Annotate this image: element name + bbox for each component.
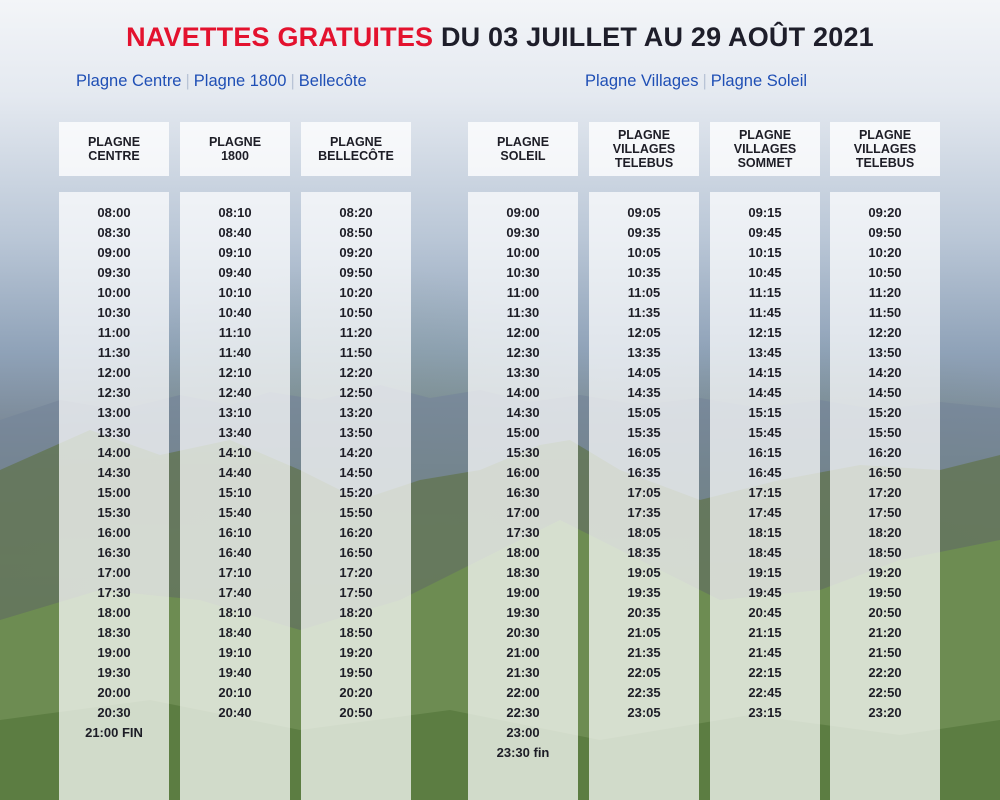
departure-time: 17:40	[218, 585, 252, 600]
departure-time: 11:30	[97, 345, 131, 360]
departure-time: 23:20	[868, 705, 902, 720]
departure-time: 17:45	[748, 505, 782, 520]
zone-label: Plagne 1800	[193, 72, 287, 90]
page-title	[0, 22, 1000, 53]
departure-time: 16:30	[97, 545, 131, 560]
departure-time: 19:20	[339, 645, 373, 660]
departure-time: 11:05	[627, 285, 661, 300]
departure-time: 13:50	[339, 425, 373, 440]
departure-time: 22:50	[868, 685, 902, 700]
departure-time: 16:20	[339, 525, 373, 540]
departure-time: 22:00	[506, 685, 540, 700]
departure-time: 19:30	[506, 605, 540, 620]
departure-time: 13:00	[97, 405, 131, 420]
departure-time: 21:20	[868, 625, 902, 640]
departure-time: 21:00 FIN	[85, 725, 143, 740]
departure-time: 19:10	[218, 645, 252, 660]
column-header	[710, 122, 820, 176]
departure-time: 20:20	[339, 685, 373, 700]
departure-time: 15:10	[218, 485, 252, 500]
departure-times-column	[468, 192, 578, 800]
departure-time: 12:05	[627, 325, 661, 340]
departure-time: 19:00	[506, 585, 540, 600]
departure-time: 17:00	[506, 505, 540, 520]
column-header-line: PLAGNE	[617, 128, 671, 142]
zone-label: Plagne Soleil	[710, 72, 808, 90]
departure-time: 13:35	[627, 345, 661, 360]
departure-time: 21:15	[748, 625, 782, 640]
departure-time: 09:20	[868, 205, 902, 220]
zone-separator: |	[185, 72, 190, 90]
departure-time: 12:20	[339, 365, 373, 380]
departure-time: 20:00	[97, 685, 131, 700]
departure-time: 20:35	[627, 605, 661, 620]
zone-label: Plagne Centre	[76, 72, 182, 90]
departure-time: 15:50	[868, 425, 902, 440]
column-header-line: VILLAGES	[853, 142, 917, 156]
departure-time: 15:20	[339, 485, 373, 500]
departure-time: 20:40	[218, 705, 252, 720]
departure-time: 10:40	[218, 305, 252, 320]
departure-times-column	[59, 192, 169, 800]
column-header-line: CENTRE	[88, 149, 140, 163]
departure-time: 12:10	[218, 365, 252, 380]
departure-time: 19:00	[97, 645, 131, 660]
departure-time: 14:20	[339, 445, 373, 460]
departure-time: 09:50	[339, 265, 373, 280]
departure-time: 22:15	[748, 665, 782, 680]
departure-time: 16:20	[868, 445, 902, 460]
column-header-line: BELLECÔTE	[318, 149, 394, 163]
departure-time: 19:20	[868, 565, 902, 580]
departure-time: 17:20	[868, 485, 902, 500]
column-header	[180, 122, 290, 176]
departure-time: 19:40	[218, 665, 252, 680]
departure-time: 08:10	[218, 205, 252, 220]
departure-time: 20:45	[748, 605, 782, 620]
departure-time: 11:00	[506, 285, 540, 300]
departure-time: 12:00	[506, 325, 540, 340]
departure-time: 14:30	[506, 405, 540, 420]
departure-time: 14:20	[868, 365, 902, 380]
departure-time: 14:35	[627, 385, 661, 400]
departure-time: 10:30	[97, 305, 131, 320]
departure-time: 17:10	[218, 565, 252, 580]
departure-time: 23:15	[748, 705, 782, 720]
column-header-line: PLAGNE	[858, 128, 912, 142]
departure-time: 22:05	[627, 665, 661, 680]
departure-time: 16:45	[748, 465, 782, 480]
departure-time: 08:20	[339, 205, 373, 220]
departure-time: 16:05	[627, 445, 661, 460]
departure-time: 18:15	[748, 525, 782, 540]
departure-time: 19:15	[748, 565, 782, 580]
departure-time: 11:40	[218, 345, 252, 360]
departure-time: 08:00	[97, 205, 131, 220]
departure-time: 14:45	[748, 385, 782, 400]
departure-time: 19:50	[868, 585, 902, 600]
departure-time: 12:15	[748, 325, 782, 340]
departure-time: 22:20	[868, 665, 902, 680]
departure-time: 15:20	[868, 405, 902, 420]
departure-time: 18:10	[218, 605, 252, 620]
departure-time: 19:30	[97, 665, 131, 680]
departure-time: 10:45	[748, 265, 782, 280]
departure-time: 13:30	[97, 425, 131, 440]
departure-time: 18:20	[339, 605, 373, 620]
departure-time: 16:40	[218, 545, 252, 560]
departure-time: 10:30	[506, 265, 540, 280]
departure-time: 14:10	[218, 445, 252, 460]
departure-time: 11:00	[97, 325, 131, 340]
departure-time: 09:20	[339, 245, 373, 260]
departure-time: 15:45	[748, 425, 782, 440]
departure-time: 20:10	[218, 685, 252, 700]
column-header	[59, 122, 169, 176]
departure-time: 15:05	[627, 405, 661, 420]
departure-time: 17:50	[339, 585, 373, 600]
departure-time: 23:30 fin	[496, 745, 550, 760]
departure-time: 16:00	[97, 525, 131, 540]
departure-time: 14:15	[748, 365, 782, 380]
departure-time: 21:50	[868, 645, 902, 660]
departure-time: 16:00	[506, 465, 540, 480]
zone-separator: |	[290, 72, 295, 90]
departure-time: 09:40	[218, 265, 252, 280]
departure-time: 16:50	[868, 465, 902, 480]
departure-time: 16:35	[627, 465, 661, 480]
departure-time: 10:15	[748, 245, 782, 260]
column-header-line: VILLAGES	[612, 142, 676, 156]
departure-time: 13:30	[506, 365, 540, 380]
departure-time: 12:40	[218, 385, 252, 400]
departure-time: 20:30	[506, 625, 540, 640]
zones-left	[76, 72, 367, 91]
departure-time: 15:00	[97, 485, 131, 500]
departure-time: 17:30	[97, 585, 131, 600]
departure-time: 09:05	[627, 205, 661, 220]
departure-time: 09:00	[506, 205, 540, 220]
departure-time: 19:05	[627, 565, 661, 580]
departure-time: 13:20	[339, 405, 373, 420]
departure-times-column	[589, 192, 699, 800]
departure-time: 14:30	[97, 465, 131, 480]
departure-time: 18:50	[868, 545, 902, 560]
departure-time: 22:35	[627, 685, 661, 700]
departure-time: 12:30	[506, 345, 540, 360]
column-header-line: PLAGNE	[496, 135, 550, 149]
departure-time: 12:30	[97, 385, 131, 400]
departure-times-column	[301, 192, 411, 800]
departure-time: 11:35	[627, 305, 661, 320]
departure-time: 11:30	[506, 305, 540, 320]
departure-time: 09:30	[97, 265, 131, 280]
column-header-line: SOLEIL	[500, 149, 546, 163]
departure-time: 13:10	[218, 405, 252, 420]
column-header	[589, 122, 699, 176]
departure-time: 15:50	[339, 505, 373, 520]
departure-time: 12:50	[339, 385, 373, 400]
departure-time: 16:15	[748, 445, 782, 460]
departure-time: 11:50	[868, 305, 902, 320]
departure-time: 10:50	[339, 305, 373, 320]
departure-time: 11:45	[748, 305, 782, 320]
departure-time: 09:35	[627, 225, 661, 240]
departure-time: 12:20	[868, 325, 902, 340]
departure-time: 09:00	[97, 245, 131, 260]
departure-time: 10:00	[506, 245, 540, 260]
departure-time: 10:05	[627, 245, 661, 260]
departure-time: 11:20	[339, 325, 373, 340]
departure-time: 23:05	[627, 705, 661, 720]
departure-time: 15:15	[748, 405, 782, 420]
departure-time: 15:00	[506, 425, 540, 440]
departure-time: 12:00	[97, 365, 131, 380]
departure-time: 10:20	[339, 285, 373, 300]
departure-time: 11:15	[748, 285, 782, 300]
departure-times-column	[830, 192, 940, 800]
departure-time: 20:30	[97, 705, 131, 720]
departure-time: 14:00	[506, 385, 540, 400]
departure-time: 21:00	[506, 645, 540, 660]
departure-time: 17:20	[339, 565, 373, 580]
departure-time: 18:05	[627, 525, 661, 540]
departure-time: 13:50	[868, 345, 902, 360]
departure-time: 21:30	[506, 665, 540, 680]
departure-time: 11:10	[218, 325, 252, 340]
column-header	[468, 122, 578, 176]
departure-time: 20:50	[868, 605, 902, 620]
column-header-line: PLAGNE	[87, 135, 141, 149]
departure-time: 18:30	[97, 625, 131, 640]
departure-time: 14:05	[627, 365, 661, 380]
column-header	[301, 122, 411, 176]
departure-times-column	[710, 192, 820, 800]
departure-time: 16:10	[218, 525, 252, 540]
departure-time: 20:50	[339, 705, 373, 720]
zone-label: Plagne Villages	[585, 72, 699, 90]
departure-time: 22:30	[506, 705, 540, 720]
departure-time: 22:45	[748, 685, 782, 700]
departure-time: 13:45	[748, 345, 782, 360]
departure-time: 14:50	[339, 465, 373, 480]
departure-time: 08:50	[339, 225, 373, 240]
title-dates: DU 03 JUILLET AU 29 AOÛT 2021	[433, 22, 874, 52]
column-header-line: PLAGNE	[329, 135, 383, 149]
departure-times-column	[180, 192, 290, 800]
departure-time: 18:20	[868, 525, 902, 540]
zone-separator: |	[702, 72, 707, 90]
departure-time: 18:50	[339, 625, 373, 640]
departure-time: 08:30	[97, 225, 131, 240]
departure-time: 18:00	[506, 545, 540, 560]
departure-time: 08:40	[218, 225, 252, 240]
departure-time: 14:00	[97, 445, 131, 460]
departure-time: 10:00	[97, 285, 131, 300]
departure-time: 10:10	[218, 285, 252, 300]
departure-time: 11:50	[339, 345, 373, 360]
departure-time: 10:20	[868, 245, 902, 260]
departure-time: 09:10	[218, 245, 252, 260]
departure-time: 15:35	[627, 425, 661, 440]
departure-time: 09:50	[868, 225, 902, 240]
departure-time: 21:45	[748, 645, 782, 660]
departure-time: 09:15	[748, 205, 782, 220]
column-header-line: 1800	[221, 149, 249, 163]
zones-right	[585, 72, 807, 91]
departure-time: 15:30	[506, 445, 540, 460]
column-header-line: TELEBUS	[614, 156, 674, 170]
column-header-line: TELEBUS	[855, 156, 915, 170]
departure-time: 23:00	[506, 725, 540, 740]
departure-time: 18:45	[748, 545, 782, 560]
departure-time: 09:45	[748, 225, 782, 240]
departure-time: 17:15	[748, 485, 782, 500]
departure-time: 16:50	[339, 545, 373, 560]
title-highlight: NAVETTES GRATUITES	[126, 22, 434, 52]
departure-time: 19:50	[339, 665, 373, 680]
departure-time: 18:00	[97, 605, 131, 620]
departure-time: 21:35	[627, 645, 661, 660]
departure-time: 17:35	[627, 505, 661, 520]
departure-time: 17:30	[506, 525, 540, 540]
departure-time: 14:50	[868, 385, 902, 400]
departure-time: 10:50	[868, 265, 902, 280]
column-header-line: SOMMET	[737, 156, 793, 170]
departure-time: 11:20	[868, 285, 902, 300]
departure-time: 17:05	[627, 485, 661, 500]
departure-time: 17:00	[97, 565, 131, 580]
departure-time: 15:30	[97, 505, 131, 520]
departure-time: 19:35	[627, 585, 661, 600]
departure-time: 17:50	[868, 505, 902, 520]
departure-time: 09:30	[506, 225, 540, 240]
departure-time: 15:40	[218, 505, 252, 520]
column-header-line: VILLAGES	[733, 142, 797, 156]
departure-time: 19:45	[748, 585, 782, 600]
departure-time: 13:40	[218, 425, 252, 440]
departure-time: 18:40	[218, 625, 252, 640]
departure-time: 16:30	[506, 485, 540, 500]
departure-time: 18:30	[506, 565, 540, 580]
departure-time: 21:05	[627, 625, 661, 640]
column-header-line: PLAGNE	[208, 135, 262, 149]
zone-label: Bellecôte	[298, 72, 367, 90]
departure-time: 18:35	[627, 545, 661, 560]
column-header-line: PLAGNE	[738, 128, 792, 142]
departure-time: 14:40	[218, 465, 252, 480]
column-header	[830, 122, 940, 176]
departure-time: 10:35	[627, 265, 661, 280]
